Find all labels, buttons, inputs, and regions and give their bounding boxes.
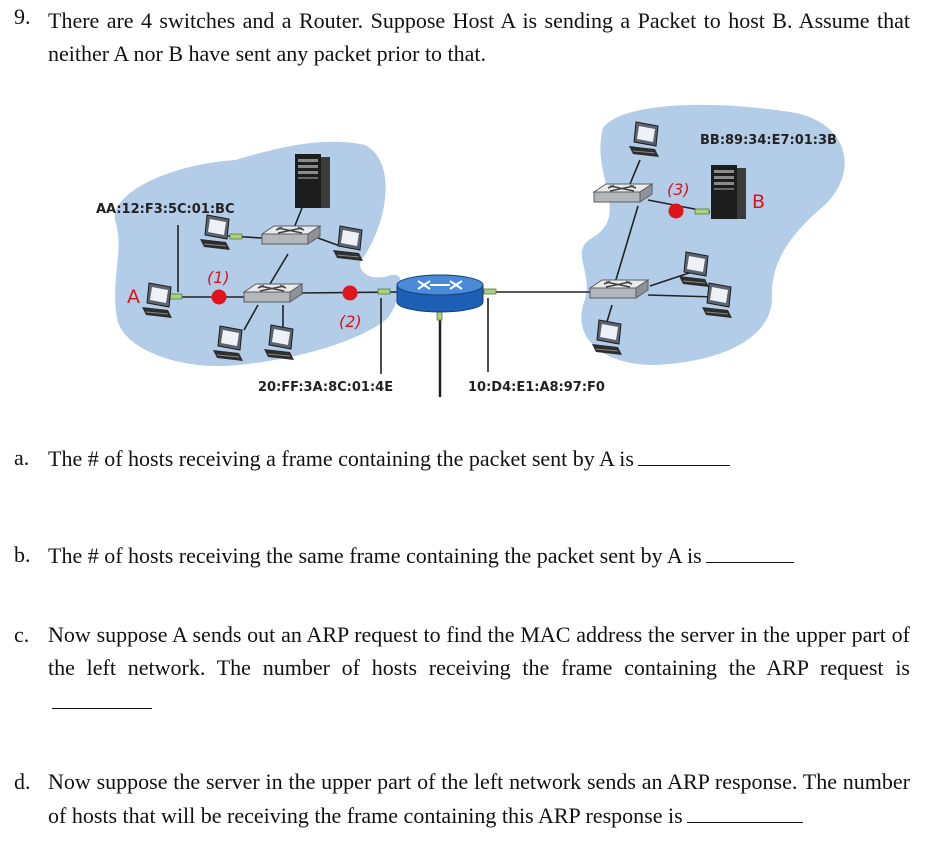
point-3-label: (3) [667,180,690,199]
mac-host-b: BB:89:34:E7:01:3B [700,133,837,148]
point-1-label: (1) [207,268,230,287]
mac-router-right: 10:D4:E1:A8:97:F0 [468,380,605,395]
host-a-label: A [127,286,140,308]
host-b-label: B [752,191,766,213]
part-c-label: c. [14,622,30,647]
mac-router-left: 20:FF:3A:8C:01:4E [258,380,394,395]
part-a-label: a. [14,445,30,470]
part-b-label: b. [14,542,31,567]
answer-blank-a[interactable] [638,441,730,466]
question-text: There are 4 switches and a Router. Suppose Host A is sending a Packet to host B. Assume that neither A nor B have sent any packet prior to that. [48,8,910,66]
part-a-text: The # of hosts receiving a frame containing the packet sent by A is [48,446,634,471]
network-diagram [0,100,950,400]
part-b-text: The # of hosts receiving the same frame containing the packet sent by A is [48,543,702,568]
point-1-marker [212,290,227,305]
mac-host-a: AA:12:F3:5C:01:BC [96,202,235,217]
router-icon [397,275,483,312]
answer-blank-b[interactable] [706,538,794,563]
part-c-text: Now suppose A sends out an ARP request to find the MAC address the server in the upper part of the left network. The number of hosts receiving the frame containing the ARP request is [48,622,910,680]
point-2-label: (2) [339,312,362,331]
question-number: 9. [14,4,31,29]
answer-blank-d[interactable] [687,798,803,823]
answer-blank-c[interactable] [52,684,152,709]
point-2-marker [343,286,358,301]
part-d-label: d. [14,769,31,794]
point-3-marker [669,204,684,219]
part-d-text: Now suppose the server in the upper part of the left network sends an ARP response. The number of hosts that will be receiving the frame containing this ARP response is [48,769,910,828]
